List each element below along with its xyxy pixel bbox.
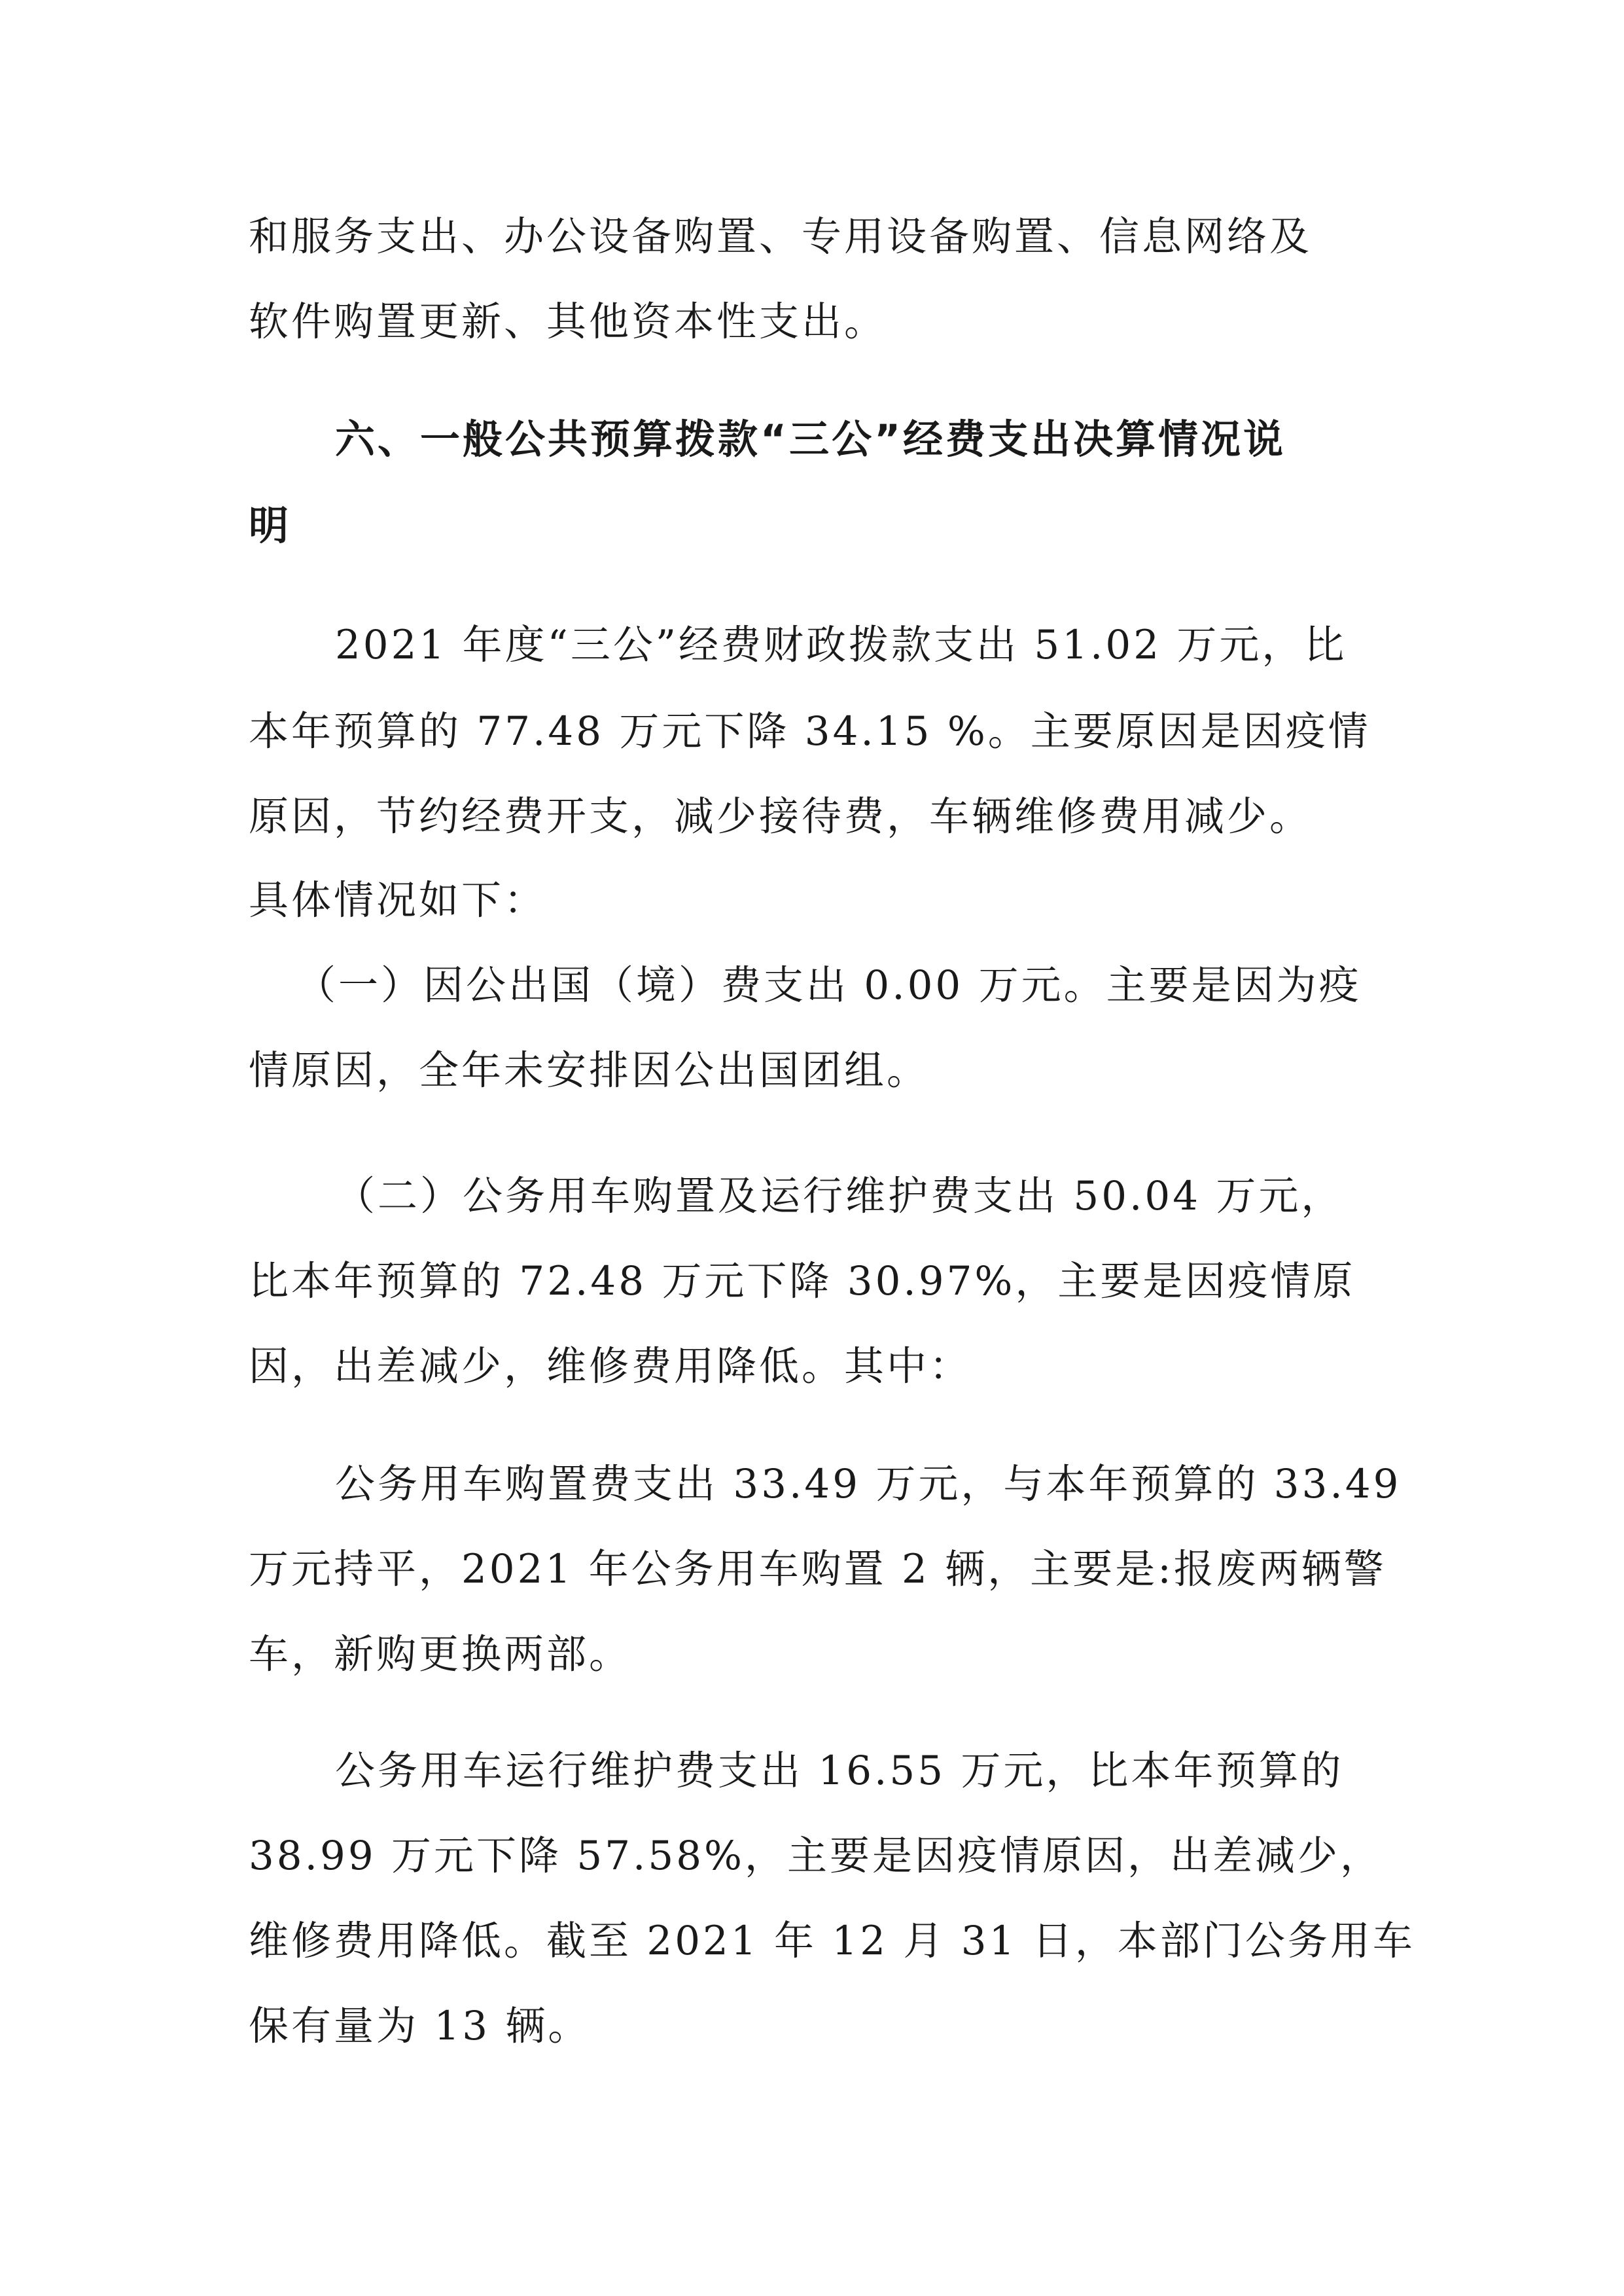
purchase-line-1: 公务用车购置费支出 33.49 万元，与本年预算的 33.49 [335,1461,1402,1507]
intro-line-1: 和服务支出、办公设备购置、专用设备购置、信息网络及 [249,213,1313,260]
section-heading-line-2: 明 [249,503,292,549]
purchase-line-3: 车，新购更换两部。 [249,1631,632,1677]
item2-line-1: （二）公务用车购置及运行维护费支出 50.04 万元， [335,1173,1344,1219]
intro-line-2: 软件购置更新、其他资本性支出。 [249,298,887,345]
operation-line-1: 公务用车运行维护费支出 16.55 万元，比本年预算的 [335,1748,1344,1794]
item1-line-2: 情原因，全年未安排因公出国团组。 [249,1047,930,1094]
section-heading-line-1: 六、一般公共预算拨款“三公”经费支出决算情况说 [335,416,1286,463]
summary-line-4: 具体情况如下： [249,877,547,924]
operation-line-2: 38.99 万元下降 57.58%，主要是因疫情原因，出差减少， [249,1833,1383,1879]
purchase-line-2: 万元持平，2021 年公务用车购置 2 辆，主要是:报废两辆警 [249,1546,1386,1592]
summary-line-1: 2021 年度“三公”经费财政拨款支出 51.02 万元，比 [335,622,1347,668]
operation-line-3: 维修费用降低。截至 2021 年 12 月 31 日，本部门公务用车 [249,1918,1415,1964]
item1-line-1: （一）因公出国（境）费支出 0.00 万元。主要是因为疫 [296,962,1362,1009]
summary-line-2: 本年预算的 77.48 万元下降 34.15 %。主要原因是因疫情 [249,708,1371,755]
operation-line-4: 保有量为 13 辆。 [249,2003,591,2049]
summary-line-3: 原因，节约经费开支，减少接待费，车辆维修费用减少。 [249,793,1313,840]
item2-line-3: 因，出差减少，维修费用降低。其中： [249,1343,972,1390]
item2-line-2: 比本年预算的 72.48 万元下降 30.97%，主要是因疫情原 [249,1258,1356,1304]
